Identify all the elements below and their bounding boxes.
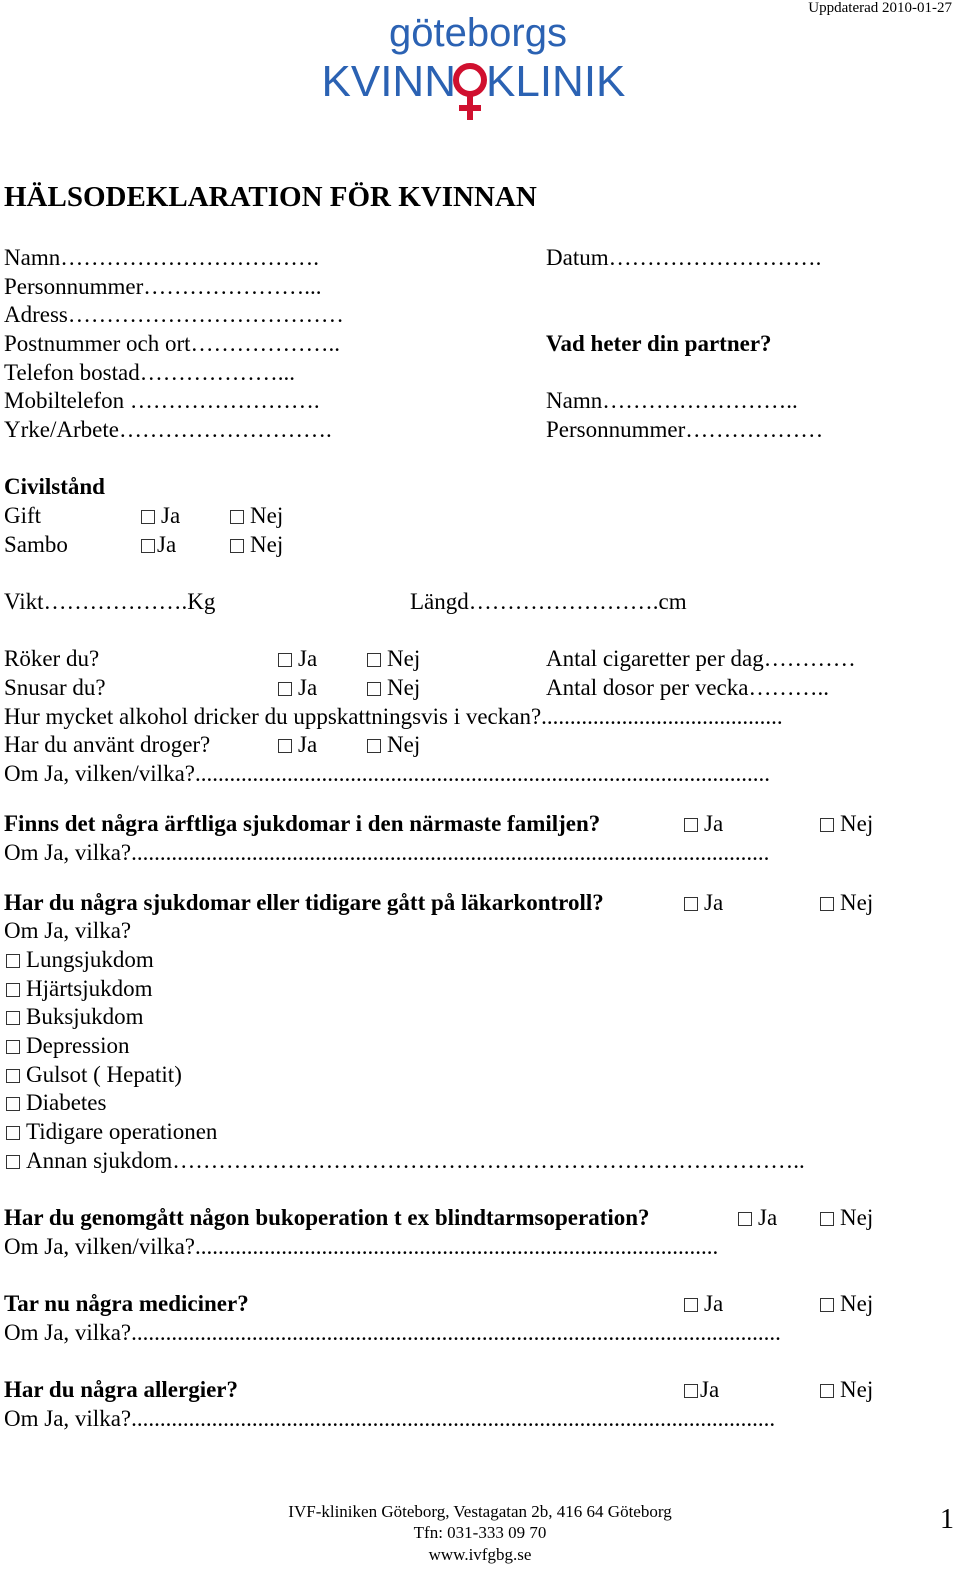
- smoking-question: Röker du?: [4, 646, 100, 671]
- footer-address: IVF-kliniken Göteborg, Vestagatan 2b, 416 64 Göteborg: [288, 1502, 672, 1521]
- diseases-question: Har du några sjukdomar eller tidigare gått på läkarkontroll?: [4, 890, 604, 915]
- goteborgs-kvinnoklinik-logo: [298, 14, 658, 124]
- personnummer-field[interactable]: Personnummer…………………...: [4, 274, 322, 299]
- checkbox-icon: [6, 954, 20, 968]
- footer-website[interactable]: www.ivfgbg.se: [428, 1545, 532, 1564]
- partner-personnummer-field[interactable]: Personnummer………………: [546, 417, 824, 442]
- checkbox-icon: [6, 1155, 20, 1169]
- date-field[interactable]: Datum……………………….: [546, 245, 822, 270]
- checkbox-icon: [6, 1069, 20, 1083]
- checkbox-icon: [141, 510, 155, 524]
- checkbox-icon: [6, 1011, 20, 1025]
- allergies-no-checkbox[interactable]: Nej: [820, 1377, 873, 1403]
- checkbox-icon: [278, 682, 292, 696]
- checkbox-icon: [230, 510, 244, 524]
- disease-option-abdominal[interactable]: Buksjukdom: [6, 1004, 144, 1030]
- snus-question: Snusar du?: [4, 675, 106, 700]
- medicines-question: Tar nu några mediciner?: [4, 1291, 249, 1316]
- hereditary-which-field[interactable]: Om Ja, vilka?...............................................................................................................: [4, 840, 770, 865]
- cigarettes-field[interactable]: Antal cigaretter per dag…………: [546, 646, 856, 671]
- checkbox-icon: [367, 739, 381, 753]
- medicines-no-checkbox[interactable]: Nej: [820, 1291, 873, 1317]
- checkbox-icon: [6, 1040, 20, 1054]
- disease-option-diabetes[interactable]: Diabetes: [6, 1090, 106, 1116]
- checkbox-icon: [278, 739, 292, 753]
- diseases-which-label: Om Ja, vilka?: [4, 918, 132, 943]
- partner-name-field[interactable]: Namn……………………..: [546, 388, 798, 413]
- allergies-yes-checkbox[interactable]: Ja: [684, 1377, 719, 1403]
- civil-status-heading: Civilstånd: [4, 474, 105, 499]
- drugs-no-checkbox[interactable]: Nej: [367, 732, 420, 758]
- checkbox-icon: [738, 1212, 752, 1226]
- mobile-field[interactable]: Mobiltelefon …………………….: [4, 388, 320, 413]
- hereditary-yes-checkbox[interactable]: Ja: [684, 811, 723, 837]
- surgery-which-field[interactable]: Om Ja, vilken/vilka?...........................................................................................: [4, 1234, 719, 1259]
- checkbox-icon: [367, 682, 381, 696]
- weight-field[interactable]: Vikt……………….Kg: [4, 589, 216, 614]
- surgery-question: Har du genomgått någon bukoperation t ex blindtarmsoperation?: [4, 1205, 650, 1230]
- allergies-which-field[interactable]: Om Ja, vilka?................................................................................................................: [4, 1406, 776, 1431]
- cohabiting-yes-checkbox[interactable]: Ja: [141, 532, 176, 558]
- checkbox-icon: [278, 653, 292, 667]
- checkbox-icon: [684, 1298, 698, 1312]
- disease-option-depression[interactable]: Depression: [6, 1033, 129, 1059]
- disease-option-heart[interactable]: Hjärtsjukdom: [6, 976, 153, 1002]
- alcohol-field[interactable]: Hur mycket alkohol dricker du uppskattningsvis i veckan?..........................................: [4, 704, 783, 729]
- snus-yes-checkbox[interactable]: Ja: [278, 675, 317, 701]
- drugs-yes-checkbox[interactable]: Ja: [278, 732, 317, 758]
- address-field[interactable]: Adress………………………………: [4, 302, 344, 327]
- svg-text:KLINIK: KLINIK: [486, 57, 626, 106]
- diseases-no-checkbox[interactable]: Nej: [820, 890, 873, 916]
- disease-option-lung[interactable]: Lungsjukdom: [6, 947, 154, 973]
- allergies-question: Har du några allergier?: [4, 1377, 239, 1402]
- drugs-which-field[interactable]: Om Ja, vilken/vilka?....................................................................................................: [4, 761, 770, 786]
- footer-phone: Tfn: 031-333 09 70: [413, 1523, 547, 1542]
- surgery-yes-checkbox[interactable]: Ja: [738, 1205, 777, 1231]
- page-number: 1: [940, 1504, 954, 1535]
- disease-option-previous-operation[interactable]: Tidigare operationen: [6, 1119, 217, 1145]
- checkbox-icon: [230, 539, 244, 553]
- cohabiting-no-checkbox[interactable]: Nej: [230, 532, 283, 558]
- checkbox-icon: [820, 1298, 834, 1312]
- name-field[interactable]: Namn…………………………….: [4, 245, 319, 270]
- checkbox-icon: [684, 1384, 698, 1398]
- checkbox-icon: [820, 1212, 834, 1226]
- height-field[interactable]: Längd…………………….cm: [410, 589, 687, 614]
- svg-text:göteborgs: göteborgs: [389, 14, 567, 55]
- checkbox-icon: [684, 818, 698, 832]
- checkbox-icon: [367, 653, 381, 667]
- checkbox-icon: [820, 897, 834, 911]
- married-yes-checkbox[interactable]: Ja: [141, 503, 180, 529]
- checkbox-icon: [6, 1126, 20, 1140]
- snus-no-checkbox[interactable]: Nej: [367, 675, 420, 701]
- married-label: Gift: [4, 503, 42, 528]
- checkbox-icon: [6, 1097, 20, 1111]
- disease-option-other[interactable]: Annan sjukdom………………………………………………………………………..: [6, 1148, 805, 1174]
- form-title: HÄLSODEKLARATION FÖR KVINNAN: [4, 181, 537, 213]
- hereditary-no-checkbox[interactable]: Nej: [820, 811, 873, 837]
- partner-heading: Vad heter din partner?: [546, 331, 772, 356]
- diseases-yes-checkbox[interactable]: Ja: [684, 890, 723, 916]
- checkbox-icon: [820, 1384, 834, 1398]
- hereditary-question: Finns det några ärftliga sjukdomar i den närmaste familjen?: [4, 811, 601, 836]
- medicines-which-field[interactable]: Om Ja, vilka?.................................................................................................................: [4, 1320, 781, 1345]
- smoking-no-checkbox[interactable]: Nej: [367, 646, 420, 672]
- medicines-yes-checkbox[interactable]: Ja: [684, 1291, 723, 1317]
- postal-field[interactable]: Postnummer och ort………………..: [4, 331, 341, 356]
- cohabiting-label: Sambo: [4, 532, 68, 557]
- checkbox-icon: [6, 983, 20, 997]
- smoking-yes-checkbox[interactable]: Ja: [278, 646, 317, 672]
- checkbox-icon: [141, 539, 155, 553]
- updated-date: Uppdaterad 2010-01-27: [808, 0, 952, 16]
- svg-text:KVINN: KVINN: [321, 57, 456, 106]
- home-phone-field[interactable]: Telefon bostad………………...: [4, 360, 295, 385]
- disease-option-hepatitis[interactable]: Gulsot ( Hepatit): [6, 1062, 182, 1088]
- surgery-no-checkbox[interactable]: Nej: [820, 1205, 873, 1231]
- drugs-question: Har du använt droger?: [4, 732, 211, 757]
- checkbox-icon: [820, 818, 834, 832]
- occupation-field[interactable]: Yrke/Arbete……………………….: [4, 417, 332, 442]
- checkbox-icon: [684, 897, 698, 911]
- married-no-checkbox[interactable]: Nej: [230, 503, 283, 529]
- snus-amount-field[interactable]: Antal dosor per vecka………..: [546, 675, 829, 700]
